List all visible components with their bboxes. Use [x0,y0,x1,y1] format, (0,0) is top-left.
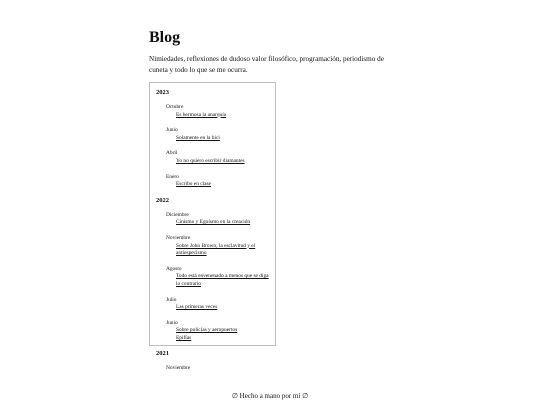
month-group [156,127,269,142]
year-heading: 2023 [156,89,169,96]
month-group [156,174,269,189]
post-link[interactable]: Todo está envenenado a menos que se diga lo contrario [176,273,269,287]
month-group [156,297,269,312]
post-item [166,112,269,120]
month-group [156,104,269,119]
post-item [166,273,269,288]
month-name: Junio [166,127,178,134]
month-name: Octubre [166,104,184,110]
post-item [166,181,269,189]
post-item [166,335,269,343]
post-link[interactable]: Solamente en la bici [176,134,220,141]
page-header [149,28,399,76]
month-name: Abril [166,150,178,157]
post-link[interactable]: Epifías [176,334,192,341]
month-group [156,365,269,373]
month-group [156,150,269,165]
year-group [156,89,269,189]
page-subtitle: Nimiedades, reflexiones de dudoso valor filosófico, programación, periodismo de cuneta y todo lo que se me ocurra. [149,55,384,74]
post-link[interactable]: Las primeras veces [176,304,218,311]
month-name: Agosto [166,265,182,272]
post-link[interactable]: Yo no quiero escribir diamantes [176,157,245,164]
month-group [156,235,269,258]
post-item [166,158,269,166]
post-item [166,219,269,227]
year-group [156,197,269,343]
post-link[interactable]: Escribo en clase [176,181,212,188]
month-name: Diciembre [166,211,189,218]
year-group [156,350,269,373]
post-link[interactable]: Cinismo y Egoísmo en la creación [176,219,251,226]
year-heading: 2022 [156,196,169,204]
month-name: Noviembre [166,365,191,372]
post-item [166,304,269,312]
post-archive-list[interactable] [149,82,276,372]
post-link[interactable]: Sobre John Brown, la esclavitud y el antiespecismo [176,242,256,257]
post-link[interactable]: Es hermosa la anarquía [176,111,227,118]
month-name: Julio [166,296,177,303]
post-item [166,327,269,335]
post-item [166,243,269,258]
month-name: Noviembre [166,234,191,241]
post-link[interactable]: Sobre policías y aeropuertos [176,327,238,334]
month-group [156,212,269,227]
month-name: Enero [166,173,179,180]
footer-text: ∅ Hecho a mano por mí ∅ [231,392,309,400]
month-group [156,266,269,289]
year-heading: 2021 [156,350,169,358]
page-title: Blog [149,29,181,46]
post-item [166,135,269,143]
month-name: Junio [166,319,178,326]
month-group [156,320,269,343]
